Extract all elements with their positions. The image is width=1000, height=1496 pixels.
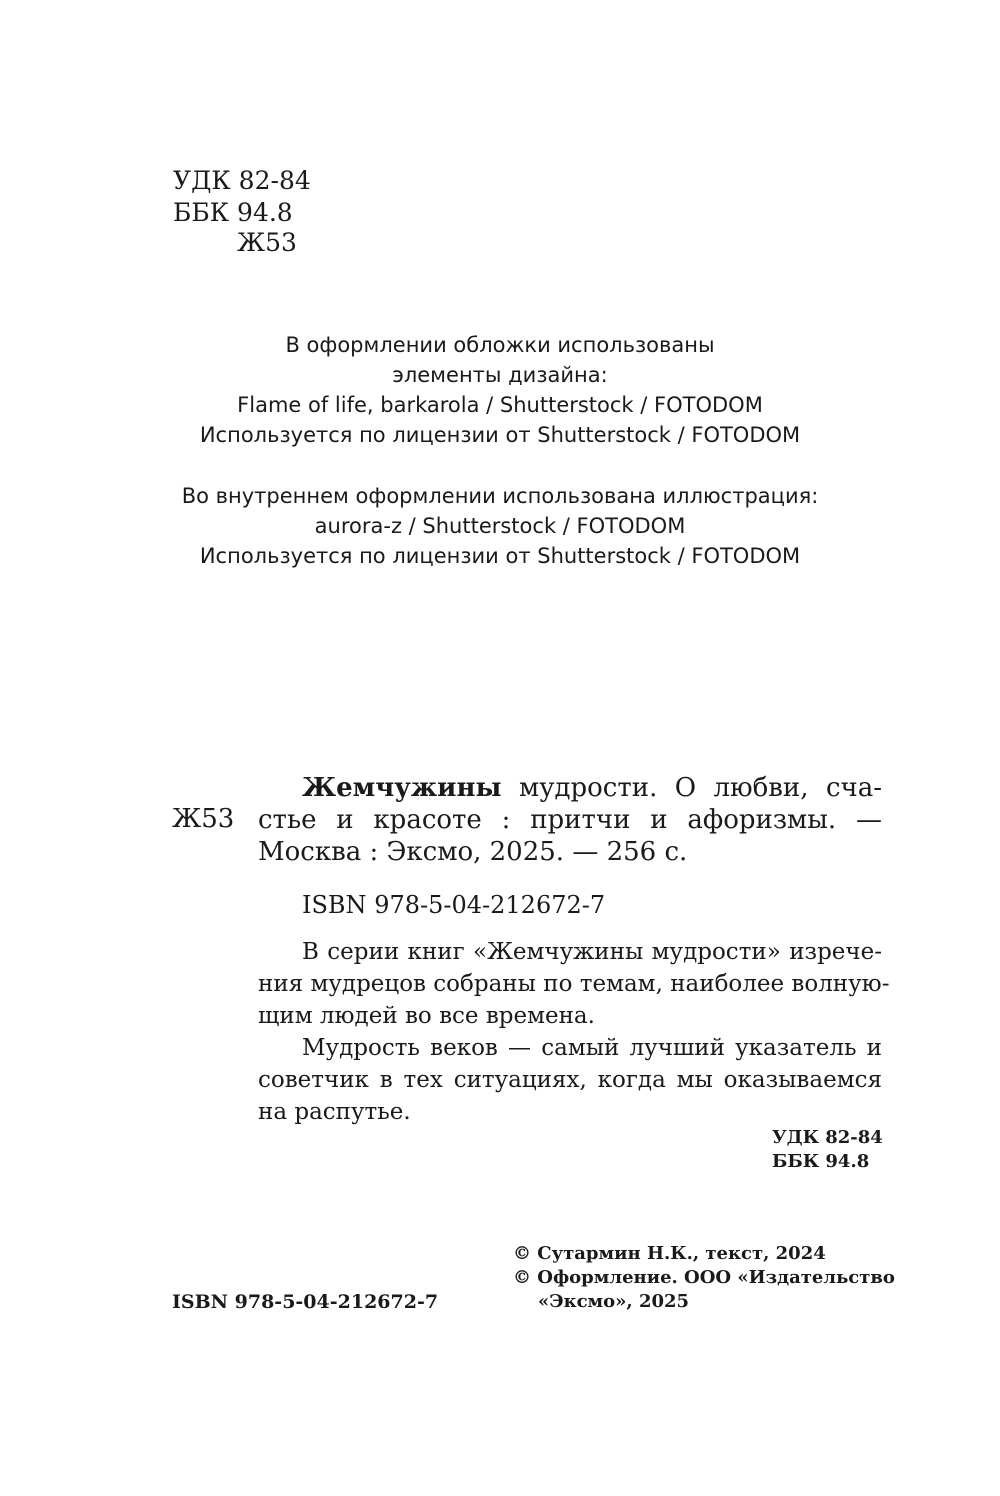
entry-line-1 [258,772,882,804]
bibliographic-entry [258,772,882,868]
annotation-line: В серии книг «Жемчужины мудрости» изрече- [302,939,882,965]
credit-line: Используется по лицензии от Shutterstock / FOTODOM [199,544,801,568]
credit-line: Используется по лицензии от Shutterstock / FOTODOM [199,423,801,447]
footer-bbk-code: ББК 94.8 [772,1151,870,1172]
annotation-line: советчик в тех ситуациях, когда мы оказываемся [258,1067,882,1093]
credit-line: элементы дизайна: [392,363,608,387]
annotation-line: Мудрость веков — самый лучший указатель и [302,1035,882,1061]
footer-udk-code: УДК 82-84 [772,1127,883,1148]
entry-line-3: Москва : Эксмо, 2025. — 256 с. [258,837,688,867]
annotation-line: щим людей во все времена. [258,1003,595,1029]
book-title: Жемчужины [302,773,502,803]
record-isbn: ISBN 978-5-04-212672-7 [302,891,606,919]
annotation-line: ния мудрецов собраны по темам, наиболее волную- [258,971,890,997]
annotation-paragraph-2 [258,1032,882,1128]
credit-line: В оформлении обложки использованы [285,333,715,357]
entry-line-2: стье и красоте : притчи и афоризмы. — [258,805,882,835]
interior-credits [150,481,850,571]
isbn-footer: ISBN 978-5-04-212672-7 [172,1291,439,1313]
copyright-line: © Сутармин Н.К., текст, 2024 [513,1243,826,1264]
record-author-mark: Ж53 [172,804,235,834]
credit-line: Flame of life, barkarola / Shutterstock / FOTODOM [237,393,763,417]
credit-line: Во внутреннем оформлении использована иллюстрация: [181,484,819,508]
credit-line: aurora-z / Shutterstock / FOTODOM [314,514,686,538]
annotation-paragraph-1 [258,936,890,1032]
cover-credits [150,330,850,450]
entry-line-1-rest: мудрости. О любви, сча- [501,773,882,803]
copyright-line: «Эксмо», 2025 [538,1291,690,1312]
bbk-code: ББК 94.8 [173,198,293,227]
author-mark: Ж53 [237,228,297,257]
copyright-line: © Оформление. ООО «Издательство [513,1267,895,1288]
udk-code: УДК 82-84 [173,166,311,195]
annotation-line: на распутье. [258,1099,411,1125]
